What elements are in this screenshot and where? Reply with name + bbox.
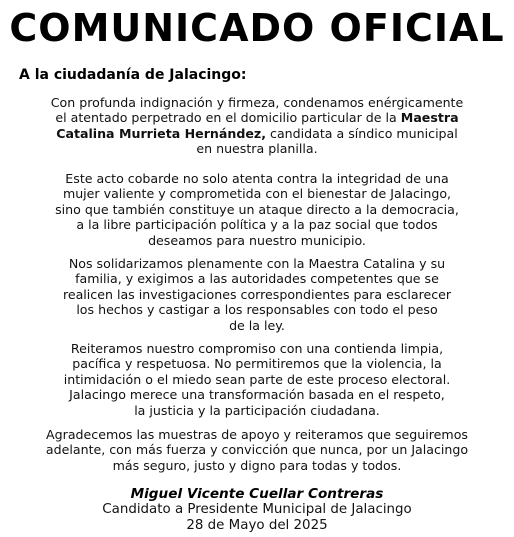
signatory-role: Candidato a Presidente Municipal de Jalacingo [102, 502, 412, 517]
paragraph-line: en nuestra planilla. [196, 141, 318, 157]
salutation: A la ciudadanía de Jalacingo: [19, 67, 247, 83]
signature-block [0, 486, 514, 534]
paragraph-gratitude [30, 427, 484, 473]
paragraph-line: Jalacingo merece una transformación basada en el respeto, [69, 387, 445, 403]
paragraph-line: mujer valiente y comprometida con el bienestar de Jalacingo, [62, 186, 452, 202]
paragraph-line: Con profunda indignación y firmeza, condenamos enérgicamente [50, 95, 464, 110]
paragraph-line: la justicia y la participación ciudadana. [134, 402, 380, 418]
communique-date: 28 de Mayo del 2025 [186, 518, 328, 533]
paragraph-text: candidata a síndico municipal [266, 125, 458, 141]
paragraph-line [30, 110, 484, 125]
paragraph-line: intimidación o el miedo sean parte de este proceso electoral. [63, 371, 451, 387]
paragraph-commitment [30, 341, 484, 418]
paragraph-line: deseamos para nuestro municipio. [148, 232, 366, 248]
paragraph-line: Reiteramos nuestro compromiso con una contienda limpia, [70, 341, 444, 356]
paragraph-line: pacífica y respetuosa. No permitiremos que la violencia, la [72, 356, 442, 372]
paragraph-line: familia, y exigimos a las autoridades competentes que se [75, 271, 439, 287]
candidate-name-bold: Maestra [400, 110, 459, 126]
signatory-name: Miguel Vicente Cuellar Contreras [130, 486, 384, 502]
paragraph-solidarity [30, 256, 484, 333]
paragraph-line: de la ley. [229, 317, 285, 333]
paragraph-line [30, 126, 484, 141]
candidate-name-bold: Catalina Murrieta Hernández, [56, 125, 267, 141]
paragraph-line: más seguro, justo y digno para todas y todos. [112, 457, 402, 473]
paragraph-line: realicen las investigaciones correspondientes para esclarecer [62, 286, 452, 302]
paragraph-line: a la libre participación política y a la paz social que todos [76, 217, 438, 233]
paragraph-line: Agradecemos las muestras de apoyo y reiteramos que seguiremos [46, 427, 468, 442]
paragraph-attack [30, 171, 484, 248]
paragraph-line: sino que también constituye un ataque directo a la democracia, [55, 201, 459, 217]
paragraph-text: el atentado perpetrado en el domicilio particular de la [55, 110, 401, 126]
paragraph-condemnation [30, 95, 484, 157]
paragraph-line: Este acto cobarde no solo atenta contra la integridad de una [65, 171, 449, 186]
paragraph-line: Nos solidarizamos plenamente con la Maestra Catalina y su [68, 256, 446, 271]
paragraph-line: adelante, con más fuerza y convicción que nunca, por un Jalacingo [45, 442, 469, 458]
paragraph-line: los hechos y castigar a los responsables con todo el peso [76, 302, 438, 318]
page-title: COMUNICADO OFICIAL [9, 6, 505, 50]
